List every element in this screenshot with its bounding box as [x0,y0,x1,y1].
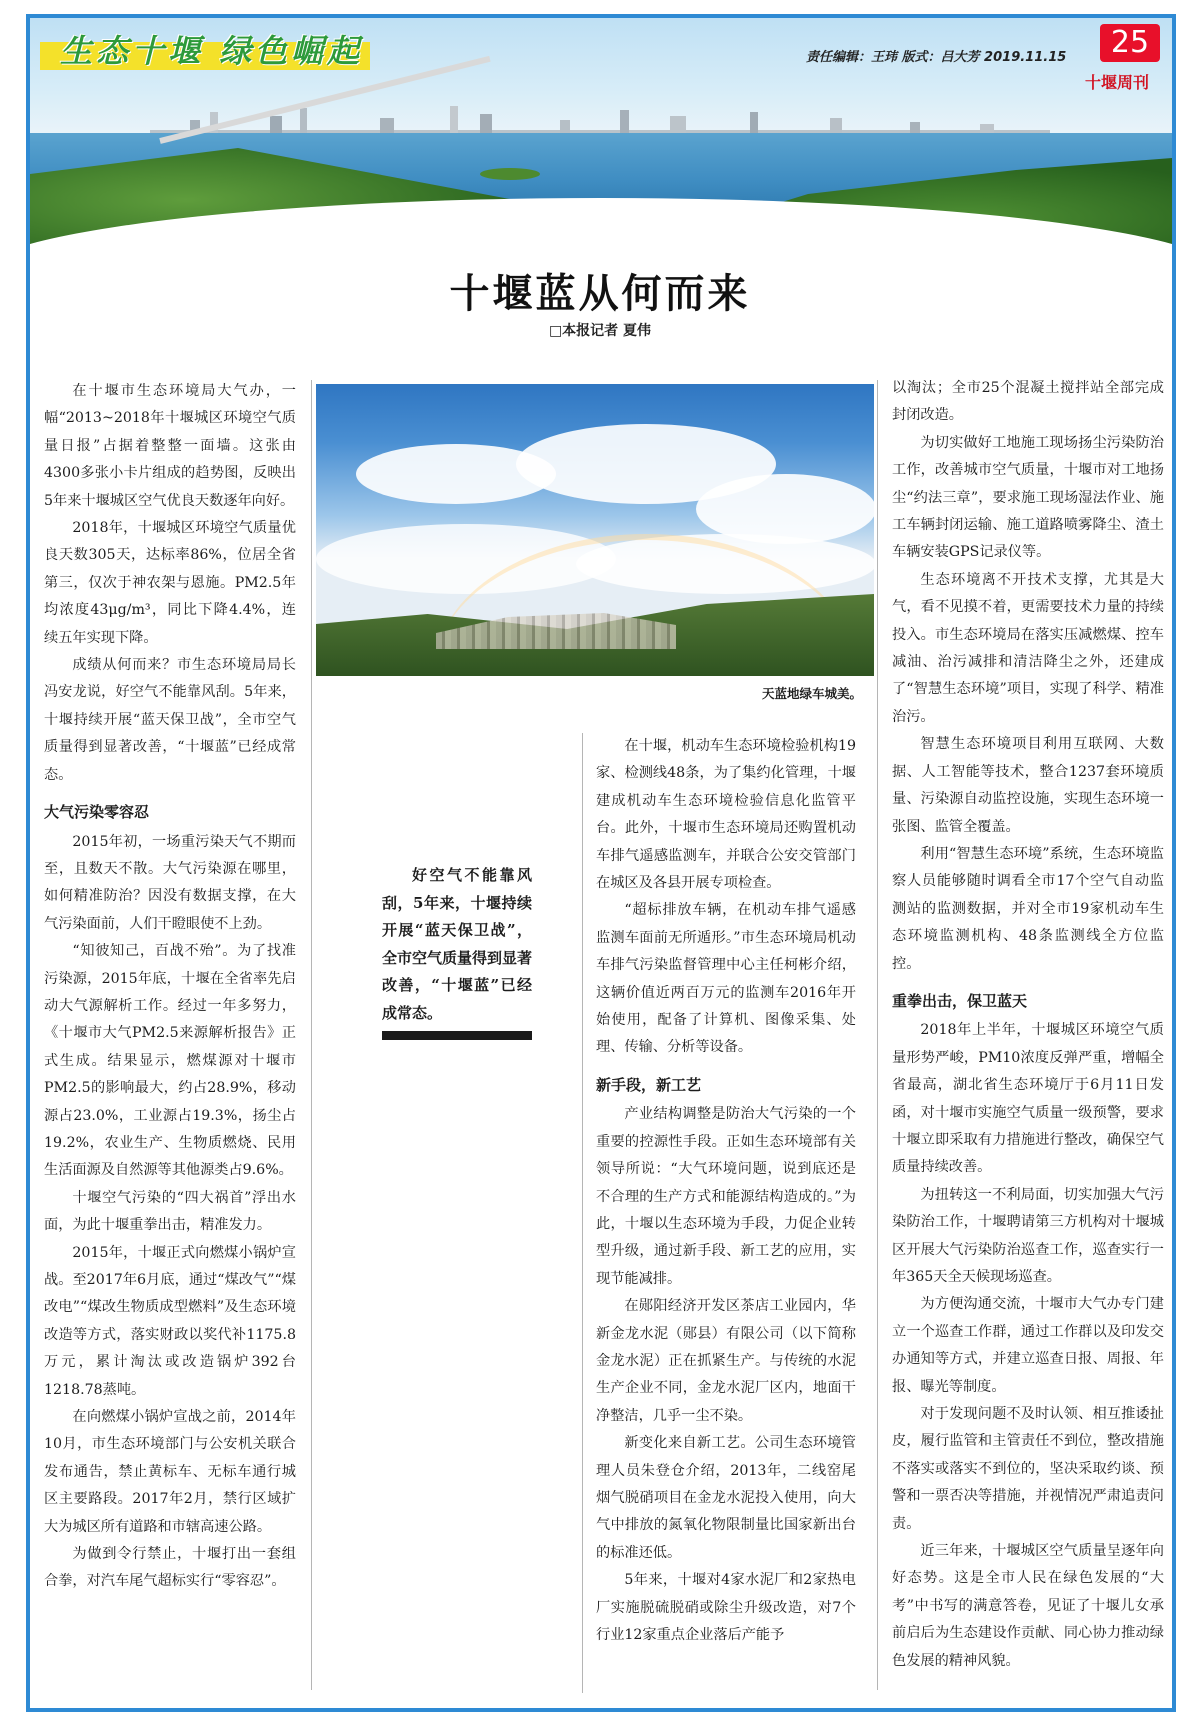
article-column-3 [596,733,856,1649]
article-photo [316,384,874,676]
column-divider [311,380,312,1690]
paragraph: 在向燃煤小锅炉宣战之前，2014年10月，市生态环境部门与公安机关联合发布通告，禁止黄标车、无标车通行城区主要路段。2017年2月，禁行区域扩大为城区所有道路和市辖高速公路。 [44,1409,296,1535]
paragraph: 产业结构调整是防治大气污染的一个重要的控源性手段。正如生态环境部有关领导所说：“大气环境问题，说到底还是不合理的生产方式和能源结构造成的。”为此，十堰以生态环境为手段，力促企业转型升级，通过新手段、新工艺的应用，实现节能减排。 [596,1106,856,1287]
paragraph: 在郧阳经济开发区茶店工业园内，华新金龙水泥（郧县）有限公司（以下简称金龙水泥）正在抓紧生产。与传统的水泥生产企业不同，金龙水泥厂区内，地面干净整洁，几乎一尘不染。 [596,1298,856,1424]
paragraph: 2018年上半年，十堰城区环境空气质量形势严峻，PM10浓度反弹严重，增幅全省最高，湖北省生态环境厅于6月11日发函，对十堰市实施空气质量一级预警，要求十堰立即采取有力措施进行整改，确保空气质量持续改善。 [892,1022,1164,1176]
paragraph: “超标排放车辆，在机动车排气遥感监测车面前无所遁形。”市生态环境局机动车排气污染监督管理中心主任柯彬介绍，这辆价值近两百万元的监测车2016年开始使用，配备了计算机、图像采集、处理、传输、分析等设备。 [596,902,856,1056]
page-number-badge: 25 [1100,24,1160,62]
publication-name: 十堰周刊 [1085,73,1150,92]
article-byline: □本报记者 夏伟 [548,323,652,339]
paragraph: “知彼知己，百战不殆”。为了找准污染源，2015年底，十堰在全省率先启动大气源解析工作。经过一年多努力，《十堰市大气PM2.5来源解析报告》正式生成。结果显示，燃煤源对十堰市PM2.5的影响最大，约占28.9%，移动源占23.0%，工业源占19.3%，扬尘占19.2%，农业生产、生物质燃烧、民用生活面源及自然源等其他源类占9.6%。 [44,943,296,1179]
section-heading: 重拳出击，保卫蓝天 [892,991,1028,1010]
photo-caption: 天蓝地绿车城美。 [761,686,862,701]
pull-quote-rule [382,1031,532,1040]
paragraph: 在十堰市生态环境局大气办，一幅“2013~2018年十堰城区环境空气质量日报”占据着整整一面墙。这张由4300多张小卡片组成的趋势图，反映出5年来十堰城区空气优良天数逐年向好。 [44,383,296,509]
paragraph: 十堰空气污染的“四大祸首”浮出水面，为此十堰重拳出击，精准发力。 [44,1189,296,1234]
paragraph: 2015年，十堰正式向燃煤小锅炉宣战。至2017年6月底，通过“煤改气”“煤改电”“煤改生物质成型燃料”及生态环境改造等方式，落实财政以奖代补1175.8万元，累计淘汰或改造锅炉392台1218.78蒸吨。 [44,1244,296,1398]
paragraph: 利用“智慧生态环境”系统，生态环境监察人员能够随时调看全市17个空气自动监测站的监测数据，并对全市19家机动车生态环境监测机构、48条监测线全方位监控。 [892,845,1164,972]
paragraph: 2015年初，一场重污染天气不期而至，且数天不散。大气污染源在哪里，如何精准防治？因没有数据支撑，在大气污染面前，人们干瞪眼使不上劲。 [44,833,296,932]
paragraph: 5年来，十堰对4家水泥厂和2家热电厂实施脱硫脱硝或除尘升级改造，对7个行业12家重点企业落后产能予 [596,1572,856,1643]
column-divider [582,733,583,1693]
section-heading: 新手段，新工艺 [596,1075,702,1094]
paragraph: 新变化来自新工艺。公司生态环境管理人员朱登仓介绍，2013年，二线窑尾烟气脱硝项目在金龙水泥投入使用，向大气中排放的氮氧化物限制量比国家新出台的标准还低。 [596,1435,856,1561]
paragraph: 2018年，十堰城区环境空气质量优良天数305天，达标率86%，位居全省第三，仅次于神农架与恩施。PM2.5年均浓度43μg/m³，同比下降4.4%，连续五年实现下降。 [44,520,296,646]
paragraph: 智慧生态环境项目利用互联网、大数据、人工智能等技术，整合1237套环境质量、污染源自动监控设施，实现生态环境一张图、监管全覆盖。 [892,736,1164,835]
section-heading: 大气污染零容忍 [44,803,150,822]
paragraph: 为做到令行禁止，十堰打出一套组合拳，对汽车尾气超标实行“零容忍”。 [44,1546,296,1590]
paragraph: 生态环境离不开技术支撑，尤其是大气，看不见摸不着，更需要技术力量的持续投入。市生态环境局在落实压减燃煤、控车减油、治污减排和清洁降尘之外，还建成了“智慧生态环境”项目，实现了科学、精准治污。 [892,571,1164,725]
paragraph: 在十堰，机动车生态环境检验机构19家、检测线48条，为了集约化管理，十堰建成机动车生态环境检验信息化监管平台。此外，十堰市生态环境局还购置机动车排气遥感监测车，并联合公安交管部门在城区及各县开展专项检查。 [596,738,856,892]
pull-quote-text: 好空气不能靠风刮，5年来，十堰持续开展“蓝天保卫战”，全市空气质量得到显著改善，“十堰蓝”已经成常态。 [382,866,533,1022]
editor-credit: 责任编辑：王玮 版式：吕大芳 2019.11.15 [806,50,1067,65]
paragraph: 为扭转这一不利局面，切实加强大气污染防治工作，十堰聘请第三方机构对十堰城区开展大气污染防治巡查工作，巡查实行一年365天全天候现场巡查。 [892,1186,1164,1285]
article-column-1 [44,378,296,1596]
paragraph: 对于发现问题不及时认领、相互推诿扯皮，履行监管和主管责任不到位，整改措施不落实或落实不到位的，坚决采取约谈、预警和一票否决等措施，并视情况严肃追责问责。 [892,1406,1164,1532]
article-column-4 [892,375,1164,1675]
paragraph: 以淘汰；全市25个混凝土搅拌站全部完成封闭改造。 [892,380,1164,424]
paragraph: 成绩从何而来？市生态环境局局长冯安龙说，好空气不能靠风刮。5年来，十堰持续开展“蓝天保卫战”，全市空气质量得到显著改善，“十堰蓝”已经成常态。 [44,657,296,783]
article-title: 十堰蓝从何而来 [449,270,751,317]
paragraph: 为方便沟通交流，十堰市大气办专门建立一个巡查工作群，通过工作群以及印发交办通知等方式，并建立巡查日报、周报、年报、曝光等制度。 [892,1296,1164,1395]
pull-quote [382,862,532,1027]
paragraph: 近三年来，十堰城区空气质量呈逐年向好态势。这是全市人民在绿色发展的“大考”中书写的满意答卷，见证了十堰儿女承前启后为生态建设作贡献、同心协力推动绿色发展的精神风貌。 [892,1543,1164,1669]
column-divider [877,380,878,1690]
paragraph: 为切实做好工地施工现场扬尘污染防治工作，改善城市空气质量，十堰市对工地扬尘“约法三章”，要求施工现场湿法作业、施工车辆封闭运输、施工道路喷雾降尘、渣土车辆安装GPS记录仪等。 [892,434,1164,561]
section-slogan: 生态十堰 绿色崛起 [60,32,364,70]
